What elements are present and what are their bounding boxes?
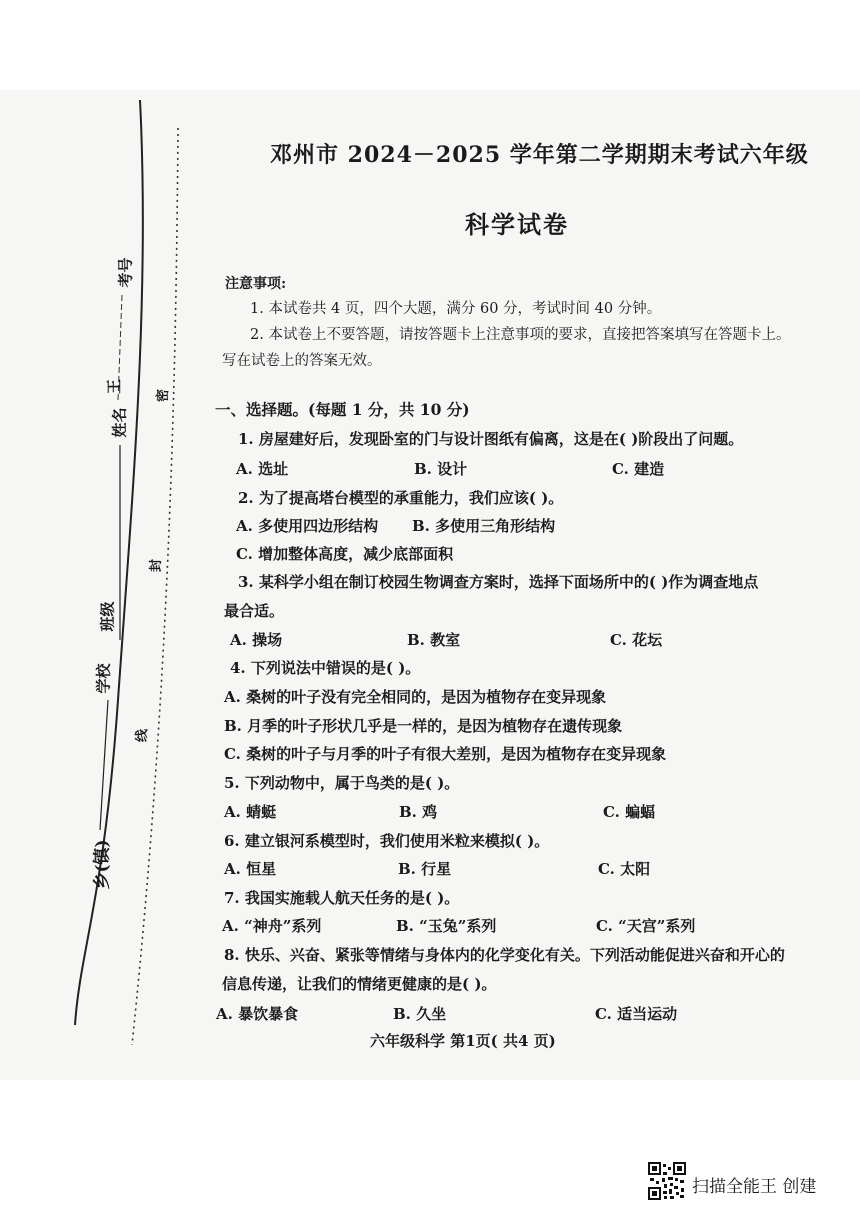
seal-xian-label: 线 [135,728,151,743]
seal-feng-label: 封 [149,558,165,573]
q1-option-b: B. 设计 [414,460,468,478]
question-8: 8. 快乐、兴奋、紧张等情绪与身体内的化学变化有关。下列活动能促进兴奋和开心的 [224,946,785,964]
exam-subtitle: 科学试卷 [465,210,569,239]
school-label: 学校 [94,663,113,694]
q8-option-a: A. 暴饮暴食 [216,1005,299,1023]
q6-option-b: B. 行星 [398,860,452,878]
question-3: 3. 某科学小组在制订校园生物调查方案时，选择下面场所中的( )作为调查地点 [238,573,759,591]
seal-dotted-line [132,128,178,1045]
q6-option-c: C. 太阳 [598,860,651,878]
q1-option-c: C. 建造 [612,460,665,478]
q1-option-a: A. 选址 [236,460,289,478]
name-scribble: 王 [105,378,124,395]
note-item: 1. 本试卷共 4 页，四个大题，满分 60 分，考试时间 40 分钟。 [250,301,662,317]
q2-option-c: C. 增加整体高度，减少底部面积 [236,545,454,563]
q5-option-c: C. 蝙蝠 [603,803,656,821]
q7-option-c: C. “天宫”系列 [596,917,696,935]
q7-option-a: A. “神舟”系列 [222,917,322,935]
q2-option-b: B. 多使用三角形结构 [412,517,556,535]
question-2: 2. 为了提高塔台模型的承重能力，我们应该( )。 [238,489,564,507]
class-label: 班级 [98,601,117,632]
q2-option-a: A. 多使用四边形结构 [236,517,379,535]
note-item: 写在试卷上的答案无效。 [222,353,382,369]
q5-option-a: A. 蜻蜓 [224,803,277,821]
name-label: 姓名 [110,407,129,438]
q3-option-c: C. 花坛 [610,631,663,649]
q6-option-a: A. 恒星 [224,860,277,878]
exam-title: 邓州市 2024－2025 学年第二学期期末考试六年级 [270,142,809,168]
q3-option-a: A. 操场 [230,631,283,649]
qr-code-icon [648,1162,686,1200]
q8-option-c: C. 适当运动 [595,1005,678,1023]
question-3-continued: 最合适。 [224,602,285,620]
page-footer: 六年级科学 第1页( 共4 页) [370,1032,556,1050]
scanner-watermark: 扫描全能王 创建 [692,1177,817,1197]
q4-option-b: B. 月季的叶子形状几乎是一样的，是因为植物存在遗传现象 [224,717,623,735]
township-label: 乡(镇) [92,839,113,890]
seal-mi-label: 密 [156,388,172,403]
q8-option-b: B. 久坐 [393,1005,447,1023]
q7-option-b: B. “玉兔”系列 [396,917,497,935]
q3-option-b: B. 教室 [407,631,461,649]
question-5: 5. 下列动物中，属于鸟类的是( )。 [224,774,460,792]
notes-heading: 注意事项: [225,276,287,292]
question-7: 7. 我国实施载人航天任务的是( )。 [224,889,460,907]
q4-option-a: A. 桑树的叶子没有完全相同的，是因为植物存在变异现象 [224,688,607,706]
q5-option-b: B. 鸡 [399,803,438,821]
exam-number-label: 考号 [116,257,135,288]
q4-option-c: C. 桑树的叶子与月季的叶子有很大差别，是因为植物存在变异现象 [224,745,667,763]
question-6: 6. 建立银河系模型时，我们使用米粒来模拟( )。 [224,832,550,850]
question-8-continued: 信息传递，让我们的情绪更健康的是( )。 [222,975,497,993]
question-1: 1. 房屋建好后，发现卧室的门与设计图纸有偏离，这是在( )阶段出了问题。 [238,430,744,448]
section-heading: 一、选择题。(每题 1 分，共 10 分) [215,400,470,419]
note-item: 2. 本试卷上不要答题，请按答题卡上注意事项的要求，直接把答案填写在答题卡上。 [250,327,791,343]
question-4: 4. 下列说法中错误的是( )。 [230,659,421,677]
